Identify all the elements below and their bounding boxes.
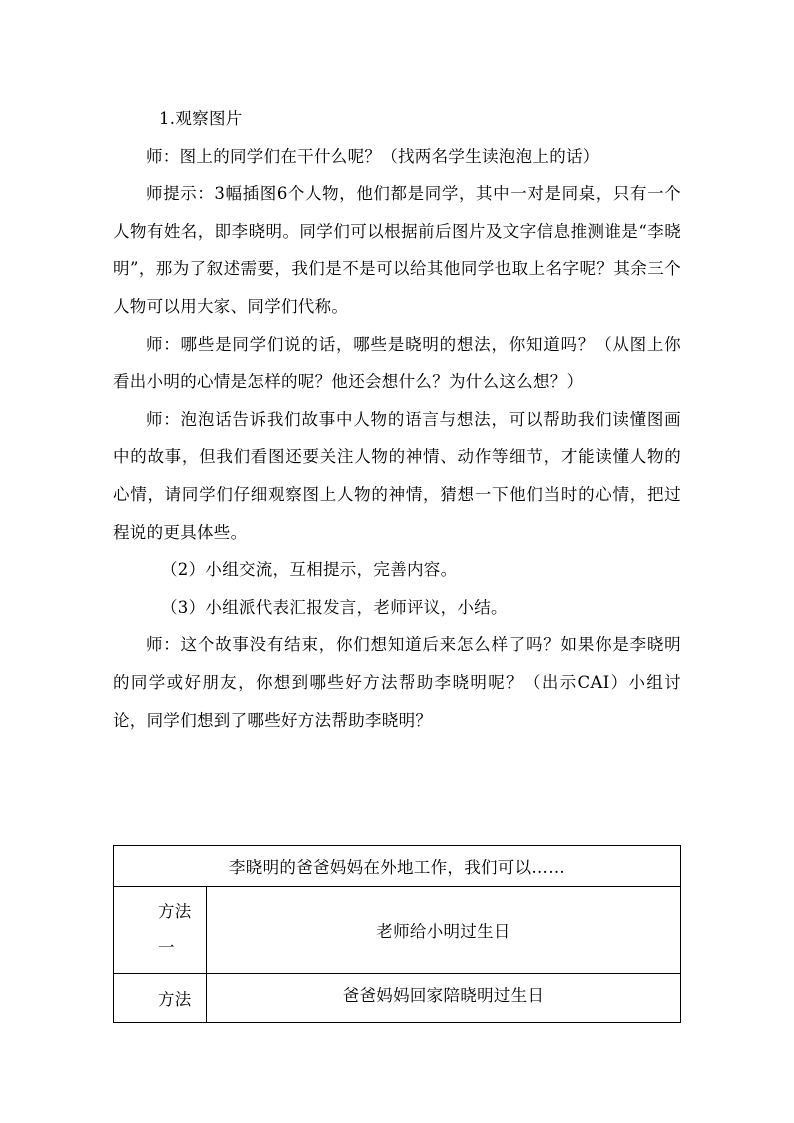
document-body xyxy=(113,100,681,739)
paragraph-story-continuation: 师：这个故事没有结束，你们想知道后来怎么样了吗？如果你是李晓明的同学或好朋友，你想到哪些好方法帮助李晓明呢？（出示CAI）小组讨论，同学们想到了哪些好方法帮助李晓明？ xyxy=(113,635,681,730)
table-row xyxy=(114,887,681,974)
paragraph-step-2: （2）小组交流，互相提示，完善内容。 xyxy=(161,560,458,580)
paragraph-bubble-explanation: 师：泡泡话告诉我们故事中人物的语言与想法，可以帮助我们读懂图画中的故事，但我们看图还要关注人物的神情、动作等细节，才能读懂人物的心情，请同学们仔细观察图上人物的神情，猜想一下他们当时的心情，把过程说的更具体些。 xyxy=(113,409,681,542)
paragraph-teacher-hint: 师提示：3幅插图6个人物，他们都是同学，其中一对是同桌，只有一个人物有姓名，即李晓明。同学们可以根据前后图片及文字信息推测谁是“李晓明”，那为了叙述需要，我们是不是可以给其他同学也取上名字呢？其余三个人物可以用大家、同学们代称。 xyxy=(113,184,681,316)
table-header-cell: 李晓明的爸爸妈妈在外地工作，我们可以…… xyxy=(114,846,681,887)
method-label-cell xyxy=(114,974,207,1023)
table-row xyxy=(114,974,681,1023)
paragraph-teacher-question: 师：图上的同学们在干什么呢？（找两名学生读泡泡上的话） xyxy=(146,146,600,166)
method-label: 方法一 xyxy=(158,902,192,957)
method-value-cell: 爸爸妈妈回家陪晓明过生日 xyxy=(207,974,681,1023)
methods-table xyxy=(113,845,681,1023)
paragraph-teacher-thoughts: 师：哪些是同学们说的话，哪些是晓明的想法，你知道吗？（从图上你看出小明的心情是怎样的呢？他还会想什么？为什么这么想？） xyxy=(113,334,681,392)
section-heading: 1.观察图片 xyxy=(159,109,243,128)
method-label-cell xyxy=(114,887,207,974)
method-value-cell: 老师给小明过生日 xyxy=(207,887,681,974)
table-header-row xyxy=(114,846,681,887)
paragraph-step-3: （3）小组派代表汇报发言，老师评议，小结。 xyxy=(161,597,508,617)
method-label: 方法 xyxy=(158,990,192,1009)
